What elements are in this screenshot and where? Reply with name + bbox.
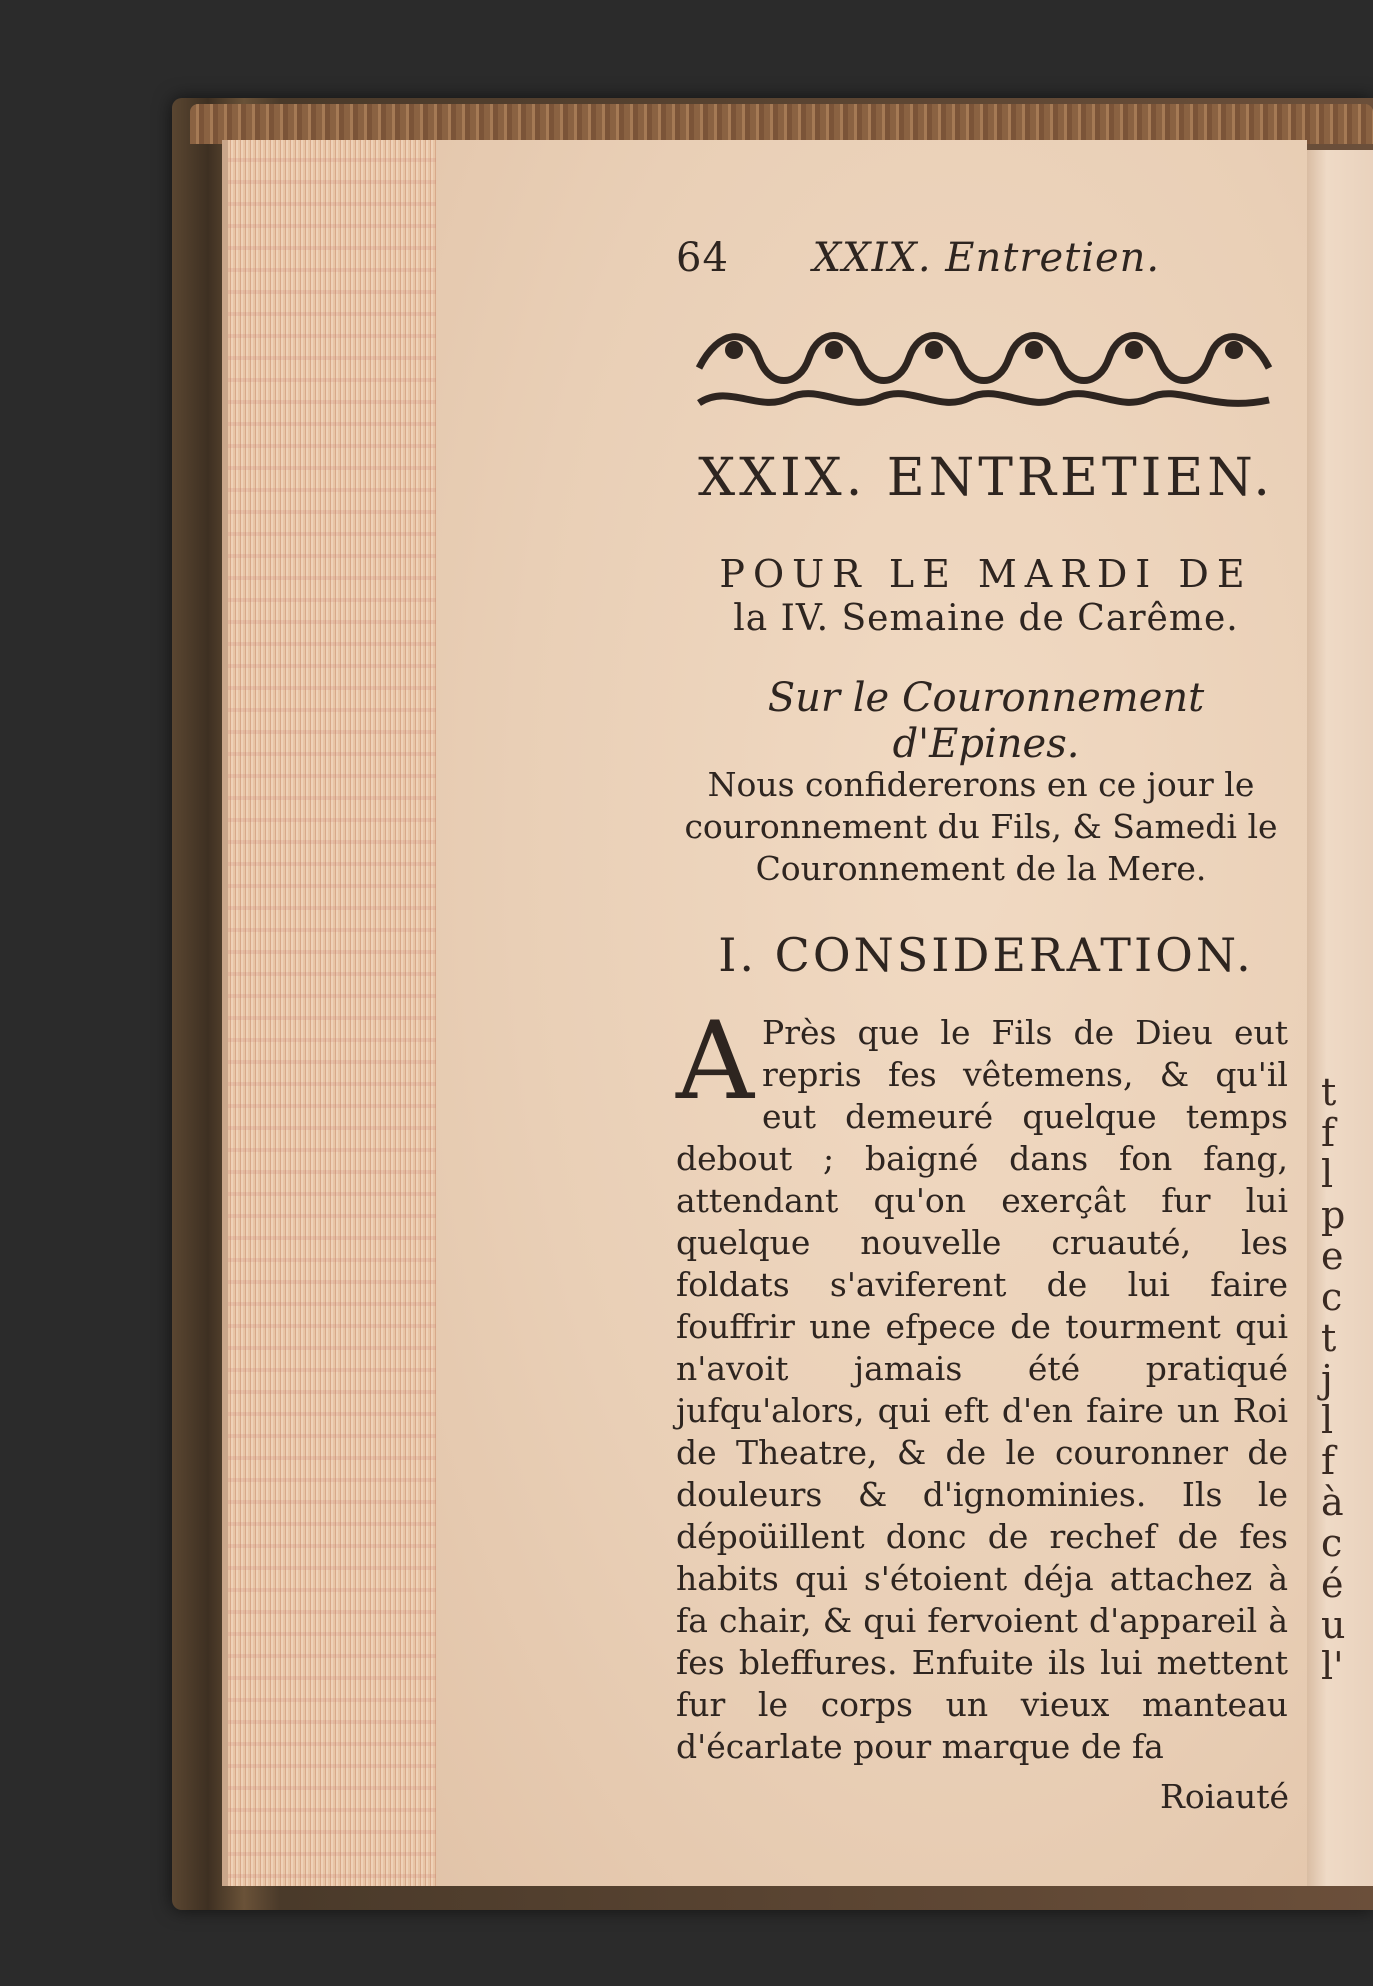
drop-cap: A xyxy=(676,999,754,1124)
book-page xyxy=(436,140,1307,1886)
intro-paragraph: Nous confidererons en ce jour le couronnement du Fils, & Samedi le Couronnement de la Mere. xyxy=(684,765,1278,888)
running-header xyxy=(676,235,1276,281)
facing-page-fragment: c xyxy=(1321,1521,1343,1565)
body-paragraph xyxy=(676,999,1288,1768)
section-heading: I. CONSIDERATION. xyxy=(718,928,1254,982)
page-number: 64 xyxy=(676,235,729,281)
facing-page-fragment: l' xyxy=(1321,1644,1344,1688)
facing-page-fragment: j xyxy=(1321,1357,1333,1401)
facing-page-fragment: é xyxy=(1321,1562,1344,1606)
facing-page-fragment: l xyxy=(1321,1398,1334,1442)
chapter-theme: Sur le Couronnement d'Epines. xyxy=(767,675,1205,767)
running-head-title: XXIX. Entretien. xyxy=(812,235,1161,281)
facing-page-fragment: l xyxy=(1321,1152,1334,1196)
facing-page xyxy=(1307,150,1373,1886)
facing-page-fragment: à xyxy=(1321,1480,1344,1524)
ornament-band-icon xyxy=(689,318,1279,418)
facing-page-fragment: e xyxy=(1321,1234,1344,1278)
chapter-title: XXIX. ENTRETIEN. xyxy=(698,448,1274,508)
chapter-subtitle-line1: POUR LE MARDI DE xyxy=(719,552,1253,596)
facing-page-fragment: p xyxy=(1321,1193,1346,1237)
facing-page-fragment: t xyxy=(1321,1316,1337,1360)
body-text: Près que le Fils de Dieu eut repris fes vêtemens, & qu'il eut demeuré quelque temps debout ; baigné dans fon fang, attendant qu'on exerçât fur lui quelque nouvelle cruauté, les foldats s'aviferent de lui faire fouffrir une efpece de tourment qui n'avoit jamais été pratiqué jufqu'alors, qui eft d'en faire un Roi de Theatre, & de le couronner de douleurs & d'ignominies. Ils le dépoüillent donc de rechef de fes habits qui s'étoient déja attachez à fa chair, & qui fervoient d'appareil à fes bleffures. Enfuite ils lui mettent fur le corps un vieux manteau d'écarlate pour marque de fa xyxy=(676,1013,1288,1766)
facing-page-fragment: t xyxy=(1321,1070,1337,1114)
catchword: Roiauté xyxy=(1160,1777,1289,1816)
book-top-edge xyxy=(190,104,1373,144)
chapter-subtitle-line2: la IV. Semaine de Carême. xyxy=(733,598,1239,639)
facing-page-fragment: c xyxy=(1321,1275,1343,1319)
page-block-edges xyxy=(222,140,442,1886)
facing-page-fragment: f xyxy=(1321,1439,1336,1483)
facing-page-fragment: u xyxy=(1321,1603,1346,1647)
facing-page-fragment: f xyxy=(1321,1111,1336,1155)
